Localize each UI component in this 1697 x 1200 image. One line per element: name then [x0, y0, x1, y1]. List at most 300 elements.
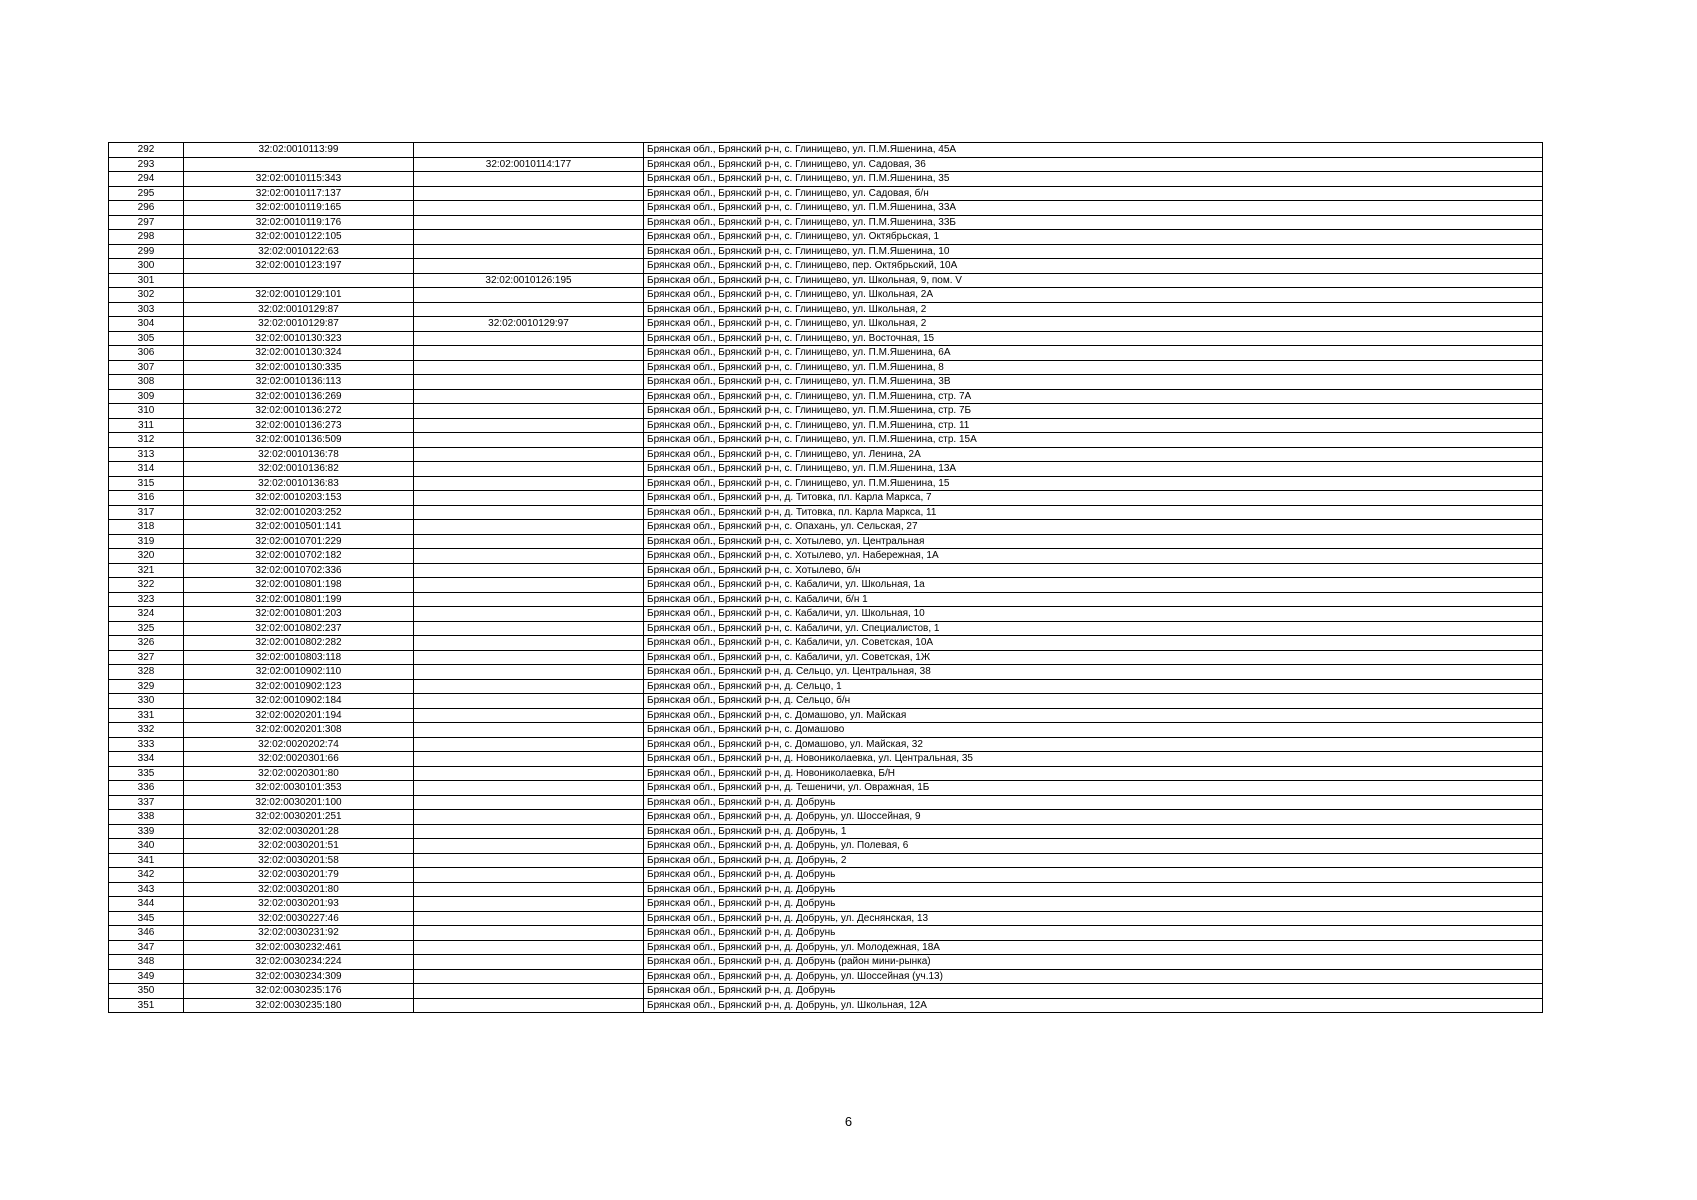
- cadastral-number-cell: 32:02:0030234:224: [184, 955, 414, 970]
- object-cadastral-number-cell: [414, 984, 644, 999]
- address-cell: Брянская обл., Брянский р-н, с. Кабаличи, б/н 1: [644, 592, 1543, 607]
- row-number-cell: 305: [109, 331, 184, 346]
- address-cell: Брянская обл., Брянский р-н, с. Глинищево, ул. П.М.Яшенина, стр. 11: [644, 418, 1543, 433]
- cadastral-number-cell: 32:02:0010122:105: [184, 230, 414, 245]
- row-number-cell: 306: [109, 346, 184, 361]
- object-cadastral-number-cell: [414, 578, 644, 593]
- address-cell: Брянская обл., Брянский р-н, д. Добрунь: [644, 868, 1543, 883]
- object-cadastral-number-cell: [414, 708, 644, 723]
- address-cell: Брянская обл., Брянский р-н, с. Глинищево, ул. П.М.Яшенина, стр. 7Б: [644, 404, 1543, 419]
- object-cadastral-number-cell: [414, 143, 644, 158]
- cadastral-number-cell: 32:02:0010702:182: [184, 549, 414, 564]
- object-cadastral-number-cell: [414, 360, 644, 375]
- address-cell: Брянская обл., Брянский р-н, д. Добрунь, ул. Шоссейная (уч.13): [644, 969, 1543, 984]
- object-cadastral-number-cell: 32:02:0010126:195: [414, 273, 644, 288]
- row-number-cell: 324: [109, 607, 184, 622]
- cadastral-number-cell: 32:02:0010117:137: [184, 186, 414, 201]
- table-row: [109, 360, 1543, 375]
- cadastral-number-cell: 32:02:0010902:110: [184, 665, 414, 680]
- cadastral-number-cell: 32:02:0010801:199: [184, 592, 414, 607]
- cadastral-number-cell: 32:02:0010203:252: [184, 505, 414, 520]
- object-cadastral-number-cell: [414, 839, 644, 854]
- cadastral-number-cell: 32:02:0010136:509: [184, 433, 414, 448]
- row-number-cell: 347: [109, 940, 184, 955]
- address-cell: Брянская обл., Брянский р-н, с. Кабаличи, ул. Школьная, 1а: [644, 578, 1543, 593]
- page-number: 6: [844, 1114, 853, 1129]
- address-cell: Брянская обл., Брянский р-н, д. Добрунь: [644, 926, 1543, 941]
- cadastral-number-cell: 32:02:0010129:101: [184, 288, 414, 303]
- cadastral-number-cell: 32:02:0010136:269: [184, 389, 414, 404]
- cadastral-number-cell: 32:02:0010702:336: [184, 563, 414, 578]
- cadastral-number-cell: 32:02:0010130:335: [184, 360, 414, 375]
- object-cadastral-number-cell: [414, 926, 644, 941]
- address-cell: Брянская обл., Брянский р-н, д. Добрунь, 2: [644, 853, 1543, 868]
- table-row: [109, 650, 1543, 665]
- table-row: [109, 476, 1543, 491]
- object-cadastral-number-cell: [414, 244, 644, 259]
- address-cell: Брянская обл., Брянский р-н, с. Кабаличи, ул. Школьная, 10: [644, 607, 1543, 622]
- object-cadastral-number-cell: [414, 592, 644, 607]
- address-cell: Брянская обл., Брянский р-н, с. Глинищево, ул. П.М.Яшенина, 6А: [644, 346, 1543, 361]
- row-number-cell: 292: [109, 143, 184, 158]
- address-cell: Брянская обл., Брянский р-н, д. Тешеничи, ул. Овражная, 1Б: [644, 781, 1543, 796]
- cadastral-number-cell: 32:02:0010122:63: [184, 244, 414, 259]
- cadastral-number-cell: 32:02:0010136:113: [184, 375, 414, 390]
- cadastral-number-cell: 32:02:0030201:58: [184, 853, 414, 868]
- row-number-cell: 302: [109, 288, 184, 303]
- cadastral-number-cell: 32:02:0010136:83: [184, 476, 414, 491]
- table-row: [109, 302, 1543, 317]
- table-row: [109, 375, 1543, 390]
- object-cadastral-number-cell: [414, 868, 644, 883]
- table-row: [109, 578, 1543, 593]
- cadastral-number-cell: 32:02:0020301:80: [184, 766, 414, 781]
- table-row: [109, 186, 1543, 201]
- address-cell: Брянская обл., Брянский р-н, д. Добрунь: [644, 882, 1543, 897]
- cadastral-number-cell: 32:02:0010902:184: [184, 694, 414, 709]
- address-cell: Брянская обл., Брянский р-н, д. Добрунь, ул. Школьная, 12А: [644, 998, 1543, 1013]
- address-cell: Брянская обл., Брянский р-н, с. Кабаличи, ул. Советская, 10А: [644, 636, 1543, 651]
- object-cadastral-number-cell: [414, 346, 644, 361]
- table-row: [109, 549, 1543, 564]
- row-number-cell: 337: [109, 795, 184, 810]
- row-number-cell: 323: [109, 592, 184, 607]
- row-number-cell: 308: [109, 375, 184, 390]
- table-row: [109, 259, 1543, 274]
- table-row: [109, 665, 1543, 680]
- table-row: [109, 926, 1543, 941]
- row-number-cell: 304: [109, 317, 184, 332]
- row-number-cell: 339: [109, 824, 184, 839]
- table-row: [109, 694, 1543, 709]
- object-cadastral-number-cell: [414, 549, 644, 564]
- address-cell: Брянская обл., Брянский р-н, с. Глинищево, ул. П.М.Яшенина, 35: [644, 172, 1543, 187]
- object-cadastral-number-cell: [414, 853, 644, 868]
- table-row: [109, 172, 1543, 187]
- table-row: [109, 998, 1543, 1013]
- row-number-cell: 344: [109, 897, 184, 912]
- row-number-cell: 318: [109, 520, 184, 535]
- cadastral-number-cell: 32:02:0020201:194: [184, 708, 414, 723]
- cadastral-number-cell: 32:02:0030101:353: [184, 781, 414, 796]
- row-number-cell: 326: [109, 636, 184, 651]
- address-cell: Брянская обл., Брянский р-н, с. Глинищево, ул. Школьная, 2: [644, 302, 1543, 317]
- address-cell: Брянская обл., Брянский р-н, д. Добрунь, ул. Полевая, 6: [644, 839, 1543, 854]
- cadastral-number-cell: 32:02:0030235:176: [184, 984, 414, 999]
- table-row: [109, 520, 1543, 535]
- object-cadastral-number-cell: [414, 810, 644, 825]
- table-row: [109, 824, 1543, 839]
- row-number-cell: 301: [109, 273, 184, 288]
- cadastral-number-cell: 32:02:0030231:92: [184, 926, 414, 941]
- object-cadastral-number-cell: [414, 476, 644, 491]
- object-cadastral-number-cell: [414, 215, 644, 230]
- row-number-cell: 328: [109, 665, 184, 680]
- cadastral-number-cell: 32:02:0010802:237: [184, 621, 414, 636]
- address-cell: Брянская обл., Брянский р-н, с. Хотылево, ул. Центральная: [644, 534, 1543, 549]
- cadastral-number-cell: 32:02:0010136:272: [184, 404, 414, 419]
- address-cell: Брянская обл., Брянский р-н, с. Опахань, ул. Сельская, 27: [644, 520, 1543, 535]
- table-row: [109, 447, 1543, 462]
- cadastral-number-cell: 32:02:0030201:100: [184, 795, 414, 810]
- row-number-cell: 346: [109, 926, 184, 941]
- object-cadastral-number-cell: [414, 331, 644, 346]
- row-number-cell: 332: [109, 723, 184, 738]
- object-cadastral-number-cell: [414, 897, 644, 912]
- object-cadastral-number-cell: [414, 636, 644, 651]
- cadastral-number-cell: 32:02:0010802:282: [184, 636, 414, 651]
- table-row: [109, 984, 1543, 999]
- table-row: [109, 868, 1543, 883]
- table-row: [109, 621, 1543, 636]
- row-number-cell: 295: [109, 186, 184, 201]
- cadastral-number-cell: 32:02:0030201:93: [184, 897, 414, 912]
- row-number-cell: 327: [109, 650, 184, 665]
- row-number-cell: 338: [109, 810, 184, 825]
- row-number-cell: 303: [109, 302, 184, 317]
- object-cadastral-number-cell: [414, 694, 644, 709]
- table-row: [109, 389, 1543, 404]
- cadastral-number-cell: 32:02:0030235:180: [184, 998, 414, 1013]
- table-row: [109, 940, 1543, 955]
- table-row: [109, 491, 1543, 506]
- cadastral-number-cell: 32:02:0010801:198: [184, 578, 414, 593]
- address-cell: Брянская обл., Брянский р-н, д. Новониколаевка, ул. Центральная, 35: [644, 752, 1543, 767]
- table-row: [109, 201, 1543, 216]
- address-cell: Брянская обл., Брянский р-н, д. Добрунь: [644, 795, 1543, 810]
- table-row: [109, 679, 1543, 694]
- row-number-cell: 334: [109, 752, 184, 767]
- cadastral-number-cell: 32:02:0010123:197: [184, 259, 414, 274]
- address-cell: Брянская обл., Брянский р-н, с. Домашово, ул. Майская, 32: [644, 737, 1543, 752]
- address-cell: Брянская обл., Брянский р-н, с. Глинищево, ул. Октябрьская, 1: [644, 230, 1543, 245]
- object-cadastral-number-cell: [414, 462, 644, 477]
- object-cadastral-number-cell: [414, 404, 644, 419]
- row-number-cell: 296: [109, 201, 184, 216]
- cadastral-number-cell: 32:02:0030227:46: [184, 911, 414, 926]
- row-number-cell: 351: [109, 998, 184, 1013]
- table-row: [109, 462, 1543, 477]
- object-cadastral-number-cell: [414, 621, 644, 636]
- object-cadastral-number-cell: [414, 969, 644, 984]
- table-row: [109, 230, 1543, 245]
- cadastral-number-cell: 32:02:0010801:203: [184, 607, 414, 622]
- row-number-cell: 341: [109, 853, 184, 868]
- row-number-cell: 316: [109, 491, 184, 506]
- object-cadastral-number-cell: [414, 955, 644, 970]
- row-number-cell: 319: [109, 534, 184, 549]
- address-cell: Брянская обл., Брянский р-н, с. Глинищево, ул. П.М.Яшенина, 15: [644, 476, 1543, 491]
- address-cell: Брянская обл., Брянский р-н, д. Сельцо, ул. Центральная, 38: [644, 665, 1543, 680]
- row-number-cell: 330: [109, 694, 184, 709]
- cadastral-number-cell: 32:02:0020301:66: [184, 752, 414, 767]
- table-row: [109, 781, 1543, 796]
- row-number-cell: 299: [109, 244, 184, 259]
- table-row: [109, 969, 1543, 984]
- row-number-cell: 336: [109, 781, 184, 796]
- object-cadastral-number-cell: [414, 201, 644, 216]
- address-cell: Брянская обл., Брянский р-н, с. Глинищево, ул. Садовая, б/н: [644, 186, 1543, 201]
- row-number-cell: 311: [109, 418, 184, 433]
- address-cell: Брянская обл., Брянский р-н, с. Глинищево, ул. П.М.Яшенина, 10: [644, 244, 1543, 259]
- address-cell: Брянская обл., Брянский р-н, с. Глинищево, ул. П.М.Яшенина, 13А: [644, 462, 1543, 477]
- address-cell: Брянская обл., Брянский р-н, д. Добрунь: [644, 984, 1543, 999]
- row-number-cell: 313: [109, 447, 184, 462]
- object-cadastral-number-cell: [414, 389, 644, 404]
- address-cell: Брянская обл., Брянский р-н, д. Титовка, пл. Карла Маркса, 7: [644, 491, 1543, 506]
- cadastral-number-cell: 32:02:0010136:82: [184, 462, 414, 477]
- address-cell: Брянская обл., Брянский р-н, с. Глинищево, ул. Школьная, 9, пом. V: [644, 273, 1543, 288]
- address-cell: Брянская обл., Брянский р-н, с. Глинищево, ул. П.М.Яшенина, 3В: [644, 375, 1543, 390]
- address-cell: Брянская обл., Брянский р-н, с. Глинищево, ул. П.М.Яшенина, 33Б: [644, 215, 1543, 230]
- address-cell: Брянская обл., Брянский р-н, с. Глинищево, ул. П.М.Яшенина, стр. 7А: [644, 389, 1543, 404]
- table-row: [109, 505, 1543, 520]
- address-cell: Брянская обл., Брянский р-н, с. Глинищево, ул. Садовая, 36: [644, 157, 1543, 172]
- table-row: [109, 810, 1543, 825]
- table-row: [109, 955, 1543, 970]
- object-cadastral-number-cell: [414, 679, 644, 694]
- object-cadastral-number-cell: 32:02:0010114:177: [414, 157, 644, 172]
- table-row: [109, 143, 1543, 158]
- cadastral-number-cell: 32:02:0010115:343: [184, 172, 414, 187]
- object-cadastral-number-cell: [414, 911, 644, 926]
- object-cadastral-number-cell: 32:02:0010129:97: [414, 317, 644, 332]
- address-cell: Брянская обл., Брянский р-н, с. Глинищево, ул. Восточная, 15: [644, 331, 1543, 346]
- row-number-cell: 320: [109, 549, 184, 564]
- address-cell: Брянская обл., Брянский р-н, д. Добрунь, ул. Деснянская, 13: [644, 911, 1543, 926]
- object-cadastral-number-cell: [414, 375, 644, 390]
- row-number-cell: 350: [109, 984, 184, 999]
- address-cell: Брянская обл., Брянский р-н, д. Сельцо, 1: [644, 679, 1543, 694]
- table-row: [109, 317, 1543, 332]
- cadastral-number-cell: 32:02:0010803:118: [184, 650, 414, 665]
- object-cadastral-number-cell: [414, 505, 644, 520]
- row-number-cell: 345: [109, 911, 184, 926]
- address-cell: Брянская обл., Брянский р-н, с. Домашово: [644, 723, 1543, 738]
- table-row: [109, 607, 1543, 622]
- object-cadastral-number-cell: [414, 824, 644, 839]
- cadastral-number-cell: 32:02:0030201:51: [184, 839, 414, 854]
- table-row: [109, 752, 1543, 767]
- row-number-cell: 342: [109, 868, 184, 883]
- object-cadastral-number-cell: [414, 172, 644, 187]
- table-row: [109, 418, 1543, 433]
- row-number-cell: 317: [109, 505, 184, 520]
- cadastral-number-cell: 32:02:0030234:309: [184, 969, 414, 984]
- object-cadastral-number-cell: [414, 998, 644, 1013]
- table-row: [109, 737, 1543, 752]
- row-number-cell: 348: [109, 955, 184, 970]
- table-row: [109, 636, 1543, 651]
- table-row: [109, 433, 1543, 448]
- table-row: [109, 708, 1543, 723]
- cadastral-number-cell: 32:02:0010136:78: [184, 447, 414, 462]
- table-row: [109, 723, 1543, 738]
- object-cadastral-number-cell: [414, 288, 644, 303]
- row-number-cell: 310: [109, 404, 184, 419]
- table-row: [109, 346, 1543, 361]
- object-cadastral-number-cell: [414, 650, 644, 665]
- cadastral-number-cell: 32:02:0010119:176: [184, 215, 414, 230]
- table-row: [109, 244, 1543, 259]
- cadastral-number-cell: 32:02:0010902:123: [184, 679, 414, 694]
- address-cell: Брянская обл., Брянский р-н, д. Добрунь, ул. Молодежная, 18А: [644, 940, 1543, 955]
- object-cadastral-number-cell: [414, 882, 644, 897]
- address-cell: Брянская обл., Брянский р-н, с. Глинищево, пер. Октябрьский, 10А: [644, 259, 1543, 274]
- address-cell: Брянская обл., Брянский р-н, д. Добрунь, 1: [644, 824, 1543, 839]
- table-row: [109, 563, 1543, 578]
- object-cadastral-number-cell: [414, 607, 644, 622]
- row-number-cell: 321: [109, 563, 184, 578]
- object-cadastral-number-cell: [414, 418, 644, 433]
- row-number-cell: 340: [109, 839, 184, 854]
- address-cell: Брянская обл., Брянский р-н, с. Глинищево, ул. Школьная, 2А: [644, 288, 1543, 303]
- object-cadastral-number-cell: [414, 520, 644, 535]
- object-cadastral-number-cell: [414, 186, 644, 201]
- row-number-cell: 329: [109, 679, 184, 694]
- object-cadastral-number-cell: [414, 766, 644, 781]
- address-cell: Брянская обл., Брянский р-н, с. Хотылево, ул. Набережная, 1А: [644, 549, 1543, 564]
- address-cell: Брянская обл., Брянский р-н, с. Домашово, ул. Майская: [644, 708, 1543, 723]
- table-row: [109, 534, 1543, 549]
- table-row: [109, 853, 1543, 868]
- address-cell: Брянская обл., Брянский р-н, с. Кабаличи, ул. Специалистов, 1: [644, 621, 1543, 636]
- cadastral-number-cell: 32:02:0010203:153: [184, 491, 414, 506]
- cadastral-number-cell: [184, 157, 414, 172]
- cadastral-number-cell: 32:02:0010119:165: [184, 201, 414, 216]
- cadastral-number-cell: 32:02:0010130:323: [184, 331, 414, 346]
- cadastral-number-cell: 32:02:0010501:141: [184, 520, 414, 535]
- object-cadastral-number-cell: [414, 737, 644, 752]
- table-row: [109, 839, 1543, 854]
- registry-table: [108, 142, 1543, 1013]
- object-cadastral-number-cell: [414, 534, 644, 549]
- object-cadastral-number-cell: [414, 723, 644, 738]
- address-cell: Брянская обл., Брянский р-н, д. Добрунь, ул. Шоссейная, 9: [644, 810, 1543, 825]
- cadastral-number-cell: 32:02:0030232:461: [184, 940, 414, 955]
- row-number-cell: 298: [109, 230, 184, 245]
- cadastral-number-cell: 32:02:0020202:74: [184, 737, 414, 752]
- table-row: [109, 911, 1543, 926]
- object-cadastral-number-cell: [414, 433, 644, 448]
- address-cell: Брянская обл., Брянский р-н, с. Глинищево, ул. Ленина, 2А: [644, 447, 1543, 462]
- row-number-cell: 349: [109, 969, 184, 984]
- object-cadastral-number-cell: [414, 491, 644, 506]
- row-number-cell: 325: [109, 621, 184, 636]
- cadastral-number-cell: 32:02:0010130:324: [184, 346, 414, 361]
- cadastral-number-cell: [184, 273, 414, 288]
- table-row: [109, 795, 1543, 810]
- cadastral-number-cell: 32:02:0010129:87: [184, 302, 414, 317]
- row-number-cell: 312: [109, 433, 184, 448]
- row-number-cell: 294: [109, 172, 184, 187]
- address-cell: Брянская обл., Брянский р-н, д. Сельцо, б/н: [644, 694, 1543, 709]
- table-row: [109, 157, 1543, 172]
- address-cell: Брянская обл., Брянский р-н, с. Глинищево, ул. Школьная, 2: [644, 317, 1543, 332]
- row-number-cell: 333: [109, 737, 184, 752]
- address-cell: Брянская обл., Брянский р-н, д. Новониколаевка, Б/Н: [644, 766, 1543, 781]
- address-cell: Брянская обл., Брянский р-н, с. Глинищево, ул. П.М.Яшенина, 33А: [644, 201, 1543, 216]
- row-number-cell: 293: [109, 157, 184, 172]
- row-number-cell: 307: [109, 360, 184, 375]
- cadastral-number-cell: 32:02:0030201:80: [184, 882, 414, 897]
- row-number-cell: 335: [109, 766, 184, 781]
- cadastral-number-cell: 32:02:0010113:99: [184, 143, 414, 158]
- cadastral-number-cell: 32:02:0030201:79: [184, 868, 414, 883]
- cadastral-number-cell: 32:02:0030201:28: [184, 824, 414, 839]
- row-number-cell: 297: [109, 215, 184, 230]
- table-row: [109, 331, 1543, 346]
- address-cell: Брянская обл., Брянский р-н, д. Добрунь: [644, 897, 1543, 912]
- object-cadastral-number-cell: [414, 940, 644, 955]
- object-cadastral-number-cell: [414, 795, 644, 810]
- address-cell: Брянская обл., Брянский р-н, с. Хотылево, б/н: [644, 563, 1543, 578]
- row-number-cell: 314: [109, 462, 184, 477]
- object-cadastral-number-cell: [414, 230, 644, 245]
- address-cell: Брянская обл., Брянский р-н, с. Глинищево, ул. П.М.Яшенина, 45А: [644, 143, 1543, 158]
- object-cadastral-number-cell: [414, 259, 644, 274]
- row-number-cell: 322: [109, 578, 184, 593]
- cadastral-number-cell: 32:02:0010701:229: [184, 534, 414, 549]
- object-cadastral-number-cell: [414, 781, 644, 796]
- row-number-cell: 331: [109, 708, 184, 723]
- cadastral-number-cell: 32:02:0010129:87: [184, 317, 414, 332]
- object-cadastral-number-cell: [414, 302, 644, 317]
- row-number-cell: 300: [109, 259, 184, 274]
- registry-table-body: [109, 143, 1543, 1013]
- table-row: [109, 215, 1543, 230]
- table-row: [109, 273, 1543, 288]
- cadastral-number-cell: 32:02:0010136:273: [184, 418, 414, 433]
- row-number-cell: 343: [109, 882, 184, 897]
- table-row: [109, 288, 1543, 303]
- table-row: [109, 404, 1543, 419]
- address-cell: Брянская обл., Брянский р-н, с. Кабаличи, ул. Советская, 1Ж: [644, 650, 1543, 665]
- row-number-cell: 309: [109, 389, 184, 404]
- address-cell: Брянская обл., Брянский р-н, с. Глинищево, ул. П.М.Яшенина, стр. 15А: [644, 433, 1543, 448]
- table-row: [109, 592, 1543, 607]
- address-cell: Брянская обл., Брянский р-н, д. Добрунь (район мини-рынка): [644, 955, 1543, 970]
- address-cell: Брянская обл., Брянский р-н, с. Глинищево, ул. П.М.Яшенина, 8: [644, 360, 1543, 375]
- address-cell: Брянская обл., Брянский р-н, д. Титовка, пл. Карла Маркса, 11: [644, 505, 1543, 520]
- row-number-cell: 315: [109, 476, 184, 491]
- object-cadastral-number-cell: [414, 752, 644, 767]
- object-cadastral-number-cell: [414, 665, 644, 680]
- object-cadastral-number-cell: [414, 563, 644, 578]
- table-row: [109, 897, 1543, 912]
- table-row: [109, 766, 1543, 781]
- object-cadastral-number-cell: [414, 447, 644, 462]
